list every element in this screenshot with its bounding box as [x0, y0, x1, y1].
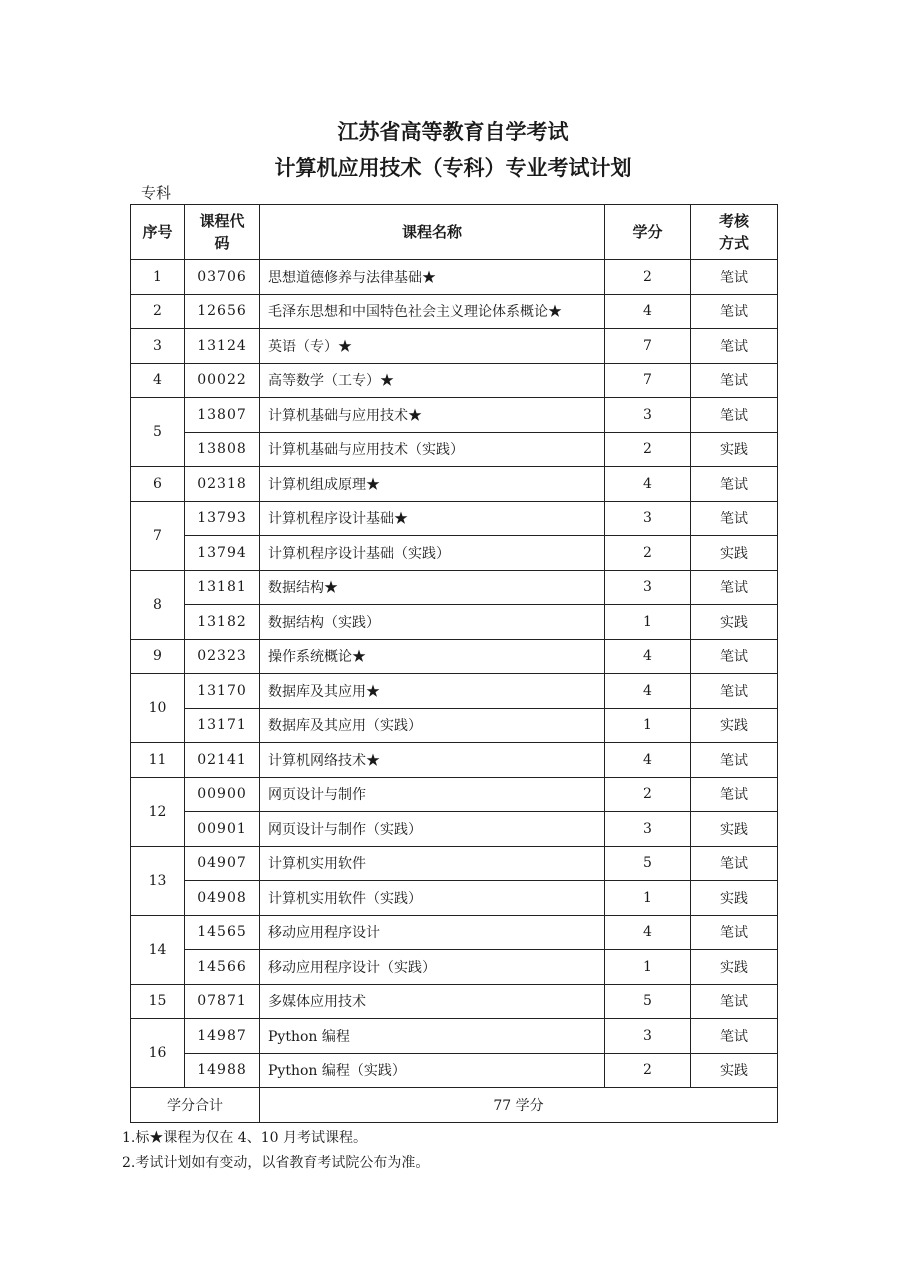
table-body — [131, 260, 778, 1088]
credit-cell: 3 — [605, 398, 691, 433]
seq-cell: 14 — [131, 915, 185, 984]
header-code: 课程代码 — [185, 205, 260, 260]
table-row — [131, 881, 778, 916]
code-cell: 14566 — [185, 950, 260, 985]
table-row — [131, 915, 778, 950]
method-cell: 实践 — [691, 812, 778, 847]
method-cell: 笔试 — [691, 915, 778, 950]
table-row — [131, 605, 778, 640]
method-cell: 笔试 — [691, 260, 778, 295]
method-cell: 笔试 — [691, 570, 778, 605]
code-cell: 14988 — [185, 1053, 260, 1088]
header-method: 考核方式 — [691, 205, 778, 260]
table-row — [131, 639, 778, 674]
course-name-cell: 移动应用程序设计（实践） — [260, 950, 605, 985]
method-cell: 笔试 — [691, 501, 778, 536]
seq-cell: 16 — [131, 1019, 185, 1088]
note-2: 2.考试计划如有变动，以省教育考试院公布为准。 — [122, 1155, 430, 1171]
credit-cell: 2 — [605, 260, 691, 295]
credit-cell: 7 — [605, 329, 691, 364]
credit-cell: 2 — [605, 777, 691, 812]
method-cell: 笔试 — [691, 743, 778, 778]
method-cell: 笔试 — [691, 846, 778, 881]
code-cell: 14565 — [185, 915, 260, 950]
total-label: 学分合计 — [131, 1088, 260, 1123]
credit-cell: 4 — [605, 674, 691, 709]
course-name-cell: 高等数学（工专）★ — [260, 363, 605, 398]
seq-cell: 6 — [131, 467, 185, 502]
credit-cell: 7 — [605, 363, 691, 398]
document-subtitle: 计算机应用技术（专科）专业考试计划 — [274, 156, 632, 180]
table-row — [131, 708, 778, 743]
course-name-cell: Python 编程（实践） — [260, 1053, 605, 1088]
credit-cell: 1 — [605, 605, 691, 640]
header-credit: 学分 — [605, 205, 691, 260]
course-name-cell: 移动应用程序设计 — [260, 915, 605, 950]
table-row — [131, 846, 778, 881]
course-name-cell: 计算机组成原理★ — [260, 467, 605, 502]
code-cell: 13793 — [185, 501, 260, 536]
code-cell: 02141 — [185, 743, 260, 778]
credit-cell: 2 — [605, 1053, 691, 1088]
credit-cell: 4 — [605, 639, 691, 674]
note-1: 1.标★课程为仅在 4、10 月考试课程。 — [122, 1130, 367, 1146]
method-cell: 实践 — [691, 432, 778, 467]
course-name-cell: 数据库及其应用（实践） — [260, 708, 605, 743]
method-cell: 笔试 — [691, 294, 778, 329]
table-row — [131, 1019, 778, 1054]
method-cell: 笔试 — [691, 363, 778, 398]
course-name-cell: 计算机程序设计基础★ — [260, 501, 605, 536]
table-row — [131, 536, 778, 571]
seq-cell: 9 — [131, 639, 185, 674]
exam-plan-table — [130, 204, 778, 1123]
course-name-cell: 操作系统概论★ — [260, 639, 605, 674]
credit-cell: 4 — [605, 467, 691, 502]
credit-cell: 4 — [605, 294, 691, 329]
code-cell: 03706 — [185, 260, 260, 295]
course-name-cell: 英语（专）★ — [260, 329, 605, 364]
credit-cell: 2 — [605, 536, 691, 571]
method-cell: 实践 — [691, 605, 778, 640]
method-cell: 实践 — [691, 1053, 778, 1088]
table-row — [131, 501, 778, 536]
course-name-cell: 计算机基础与应用技术★ — [260, 398, 605, 433]
document-title: 江苏省高等教育自学考试 — [337, 120, 569, 144]
course-name-cell: 计算机网络技术★ — [260, 743, 605, 778]
course-name-cell: 网页设计与制作（实践） — [260, 812, 605, 847]
total-value: 77 学分 — [260, 1088, 778, 1123]
credit-cell: 1 — [605, 881, 691, 916]
method-cell: 实践 — [691, 708, 778, 743]
code-cell: 04908 — [185, 881, 260, 916]
method-cell: 笔试 — [691, 329, 778, 364]
method-cell: 笔试 — [691, 467, 778, 502]
seq-cell: 2 — [131, 294, 185, 329]
seq-cell: 8 — [131, 570, 185, 639]
code-cell: 14987 — [185, 1019, 260, 1054]
seq-cell: 13 — [131, 846, 185, 915]
table-row — [131, 570, 778, 605]
method-cell: 实践 — [691, 881, 778, 916]
credit-cell: 3 — [605, 1019, 691, 1054]
code-cell: 07871 — [185, 984, 260, 1019]
course-name-cell: 数据库及其应用★ — [260, 674, 605, 709]
course-name-cell: 网页设计与制作 — [260, 777, 605, 812]
method-cell: 实践 — [691, 950, 778, 985]
course-name-cell: 数据结构★ — [260, 570, 605, 605]
course-name-cell: 计算机基础与应用技术（实践） — [260, 432, 605, 467]
table-row — [131, 329, 778, 364]
course-name-cell: 计算机实用软件 — [260, 846, 605, 881]
code-cell: 13182 — [185, 605, 260, 640]
method-cell: 实践 — [691, 536, 778, 571]
table-row — [131, 467, 778, 502]
credit-cell: 4 — [605, 915, 691, 950]
code-cell: 13170 — [185, 674, 260, 709]
code-cell: 04907 — [185, 846, 260, 881]
credit-cell: 1 — [605, 950, 691, 985]
header-seq: 序号 — [131, 205, 185, 260]
method-cell: 笔试 — [691, 639, 778, 674]
course-name-cell: 数据结构（实践） — [260, 605, 605, 640]
seq-cell: 12 — [131, 777, 185, 846]
header-name: 课程名称 — [260, 205, 605, 260]
method-cell: 笔试 — [691, 984, 778, 1019]
table-row — [131, 812, 778, 847]
table-row — [131, 984, 778, 1019]
method-cell: 笔试 — [691, 1019, 778, 1054]
table-row — [131, 777, 778, 812]
seq-cell: 7 — [131, 501, 185, 570]
code-cell: 12656 — [185, 294, 260, 329]
table-row — [131, 432, 778, 467]
seq-cell: 11 — [131, 743, 185, 778]
code-cell: 00901 — [185, 812, 260, 847]
method-cell: 笔试 — [691, 777, 778, 812]
seq-cell: 4 — [131, 363, 185, 398]
credit-cell: 3 — [605, 501, 691, 536]
course-name-cell: 计算机程序设计基础（实践） — [260, 536, 605, 571]
code-cell: 13808 — [185, 432, 260, 467]
code-cell: 02323 — [185, 639, 260, 674]
seq-cell: 3 — [131, 329, 185, 364]
course-name-cell: 计算机实用软件（实践） — [260, 881, 605, 916]
table-row — [131, 398, 778, 433]
table-row — [131, 950, 778, 985]
credit-cell: 5 — [605, 846, 691, 881]
method-cell: 笔试 — [691, 398, 778, 433]
course-name-cell: 毛泽东思想和中国特色社会主义理论体系概论★ — [260, 294, 605, 329]
seq-cell: 15 — [131, 984, 185, 1019]
table-row — [131, 674, 778, 709]
code-cell: 13171 — [185, 708, 260, 743]
course-name-cell: 多媒体应用技术 — [260, 984, 605, 1019]
course-name-cell: 思想道德修养与法律基础★ — [260, 260, 605, 295]
credit-cell: 5 — [605, 984, 691, 1019]
credit-cell: 1 — [605, 708, 691, 743]
code-cell: 13124 — [185, 329, 260, 364]
credit-cell: 2 — [605, 432, 691, 467]
seq-cell: 5 — [131, 398, 185, 467]
level-label: 专科 — [141, 184, 172, 202]
code-cell: 00900 — [185, 777, 260, 812]
code-cell: 13181 — [185, 570, 260, 605]
code-cell: 13794 — [185, 536, 260, 571]
table-row — [131, 743, 778, 778]
credit-cell: 3 — [605, 812, 691, 847]
total-row — [131, 1088, 778, 1123]
table-row — [131, 363, 778, 398]
credit-cell: 4 — [605, 743, 691, 778]
table-row — [131, 1053, 778, 1088]
code-cell: 13807 — [185, 398, 260, 433]
code-cell: 02318 — [185, 467, 260, 502]
method-cell: 笔试 — [691, 674, 778, 709]
table-header-row — [131, 205, 778, 260]
table-row — [131, 260, 778, 295]
course-name-cell: Python 编程 — [260, 1019, 605, 1054]
seq-cell: 1 — [131, 260, 185, 295]
table-row — [131, 294, 778, 329]
credit-cell: 3 — [605, 570, 691, 605]
seq-cell: 10 — [131, 674, 185, 743]
code-cell: 00022 — [185, 363, 260, 398]
